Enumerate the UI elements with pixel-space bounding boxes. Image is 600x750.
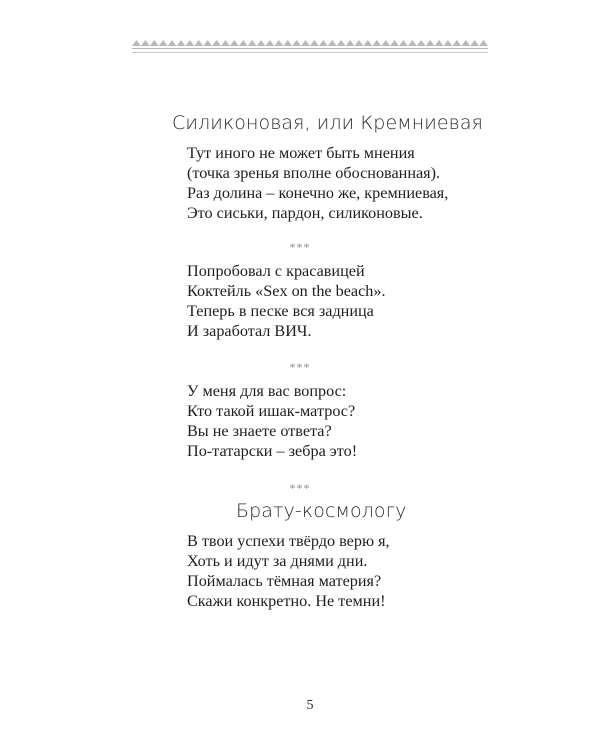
poem-line: Тут иного не может быть мнения [187, 144, 415, 162]
poem-line: Коктейль «Sex on the beach». [187, 282, 386, 300]
poem-line: В твои успехи твёрдо верю я, [187, 532, 390, 550]
poem-line: И заработал ВИЧ. [187, 322, 312, 340]
page-number: 5 [306, 698, 314, 713]
stanza-divider: *** [289, 360, 311, 374]
poem-line: Раз долина – конечно же, кремниевая, [187, 184, 449, 202]
header-ornament [132, 38, 488, 60]
poem-line: Теперь в песке вся задница [187, 302, 374, 320]
stanza-divider: *** [289, 481, 311, 495]
poem-line: Попробовал с красавицей [187, 262, 365, 280]
poem-line: Хоть и идут за днями дни. [187, 552, 368, 570]
ornament-triangles [132, 40, 488, 46]
poem-line: По-татарски – зебра это! [187, 442, 358, 460]
poem-line: Это сиськи, пардон, силиконовые. [187, 204, 423, 222]
poem-line: Поймалась тёмная материя? [187, 572, 382, 590]
poem-line: Скажи конкретно. Не темни! [187, 592, 386, 610]
poem-stanza [187, 381, 357, 461]
poem-line: Вы не знаете ответа? [187, 422, 332, 440]
poem-line: Кто такой ишак-матрос? [187, 402, 356, 420]
poem-stanza [187, 531, 390, 611]
poem-stanza [187, 143, 448, 223]
poem-stanza [187, 261, 386, 341]
stanza-divider: *** [289, 240, 311, 254]
poem-title: Силиконовая, или Кремниевая [172, 112, 483, 134]
poem-line: У меня для вас вопрос: [187, 382, 347, 400]
triangle-border-ornament-icon [132, 38, 488, 60]
poem-line: (точка зренья вполне обоснованная). [187, 164, 441, 182]
poem-title: Брату-космологу [236, 500, 407, 522]
